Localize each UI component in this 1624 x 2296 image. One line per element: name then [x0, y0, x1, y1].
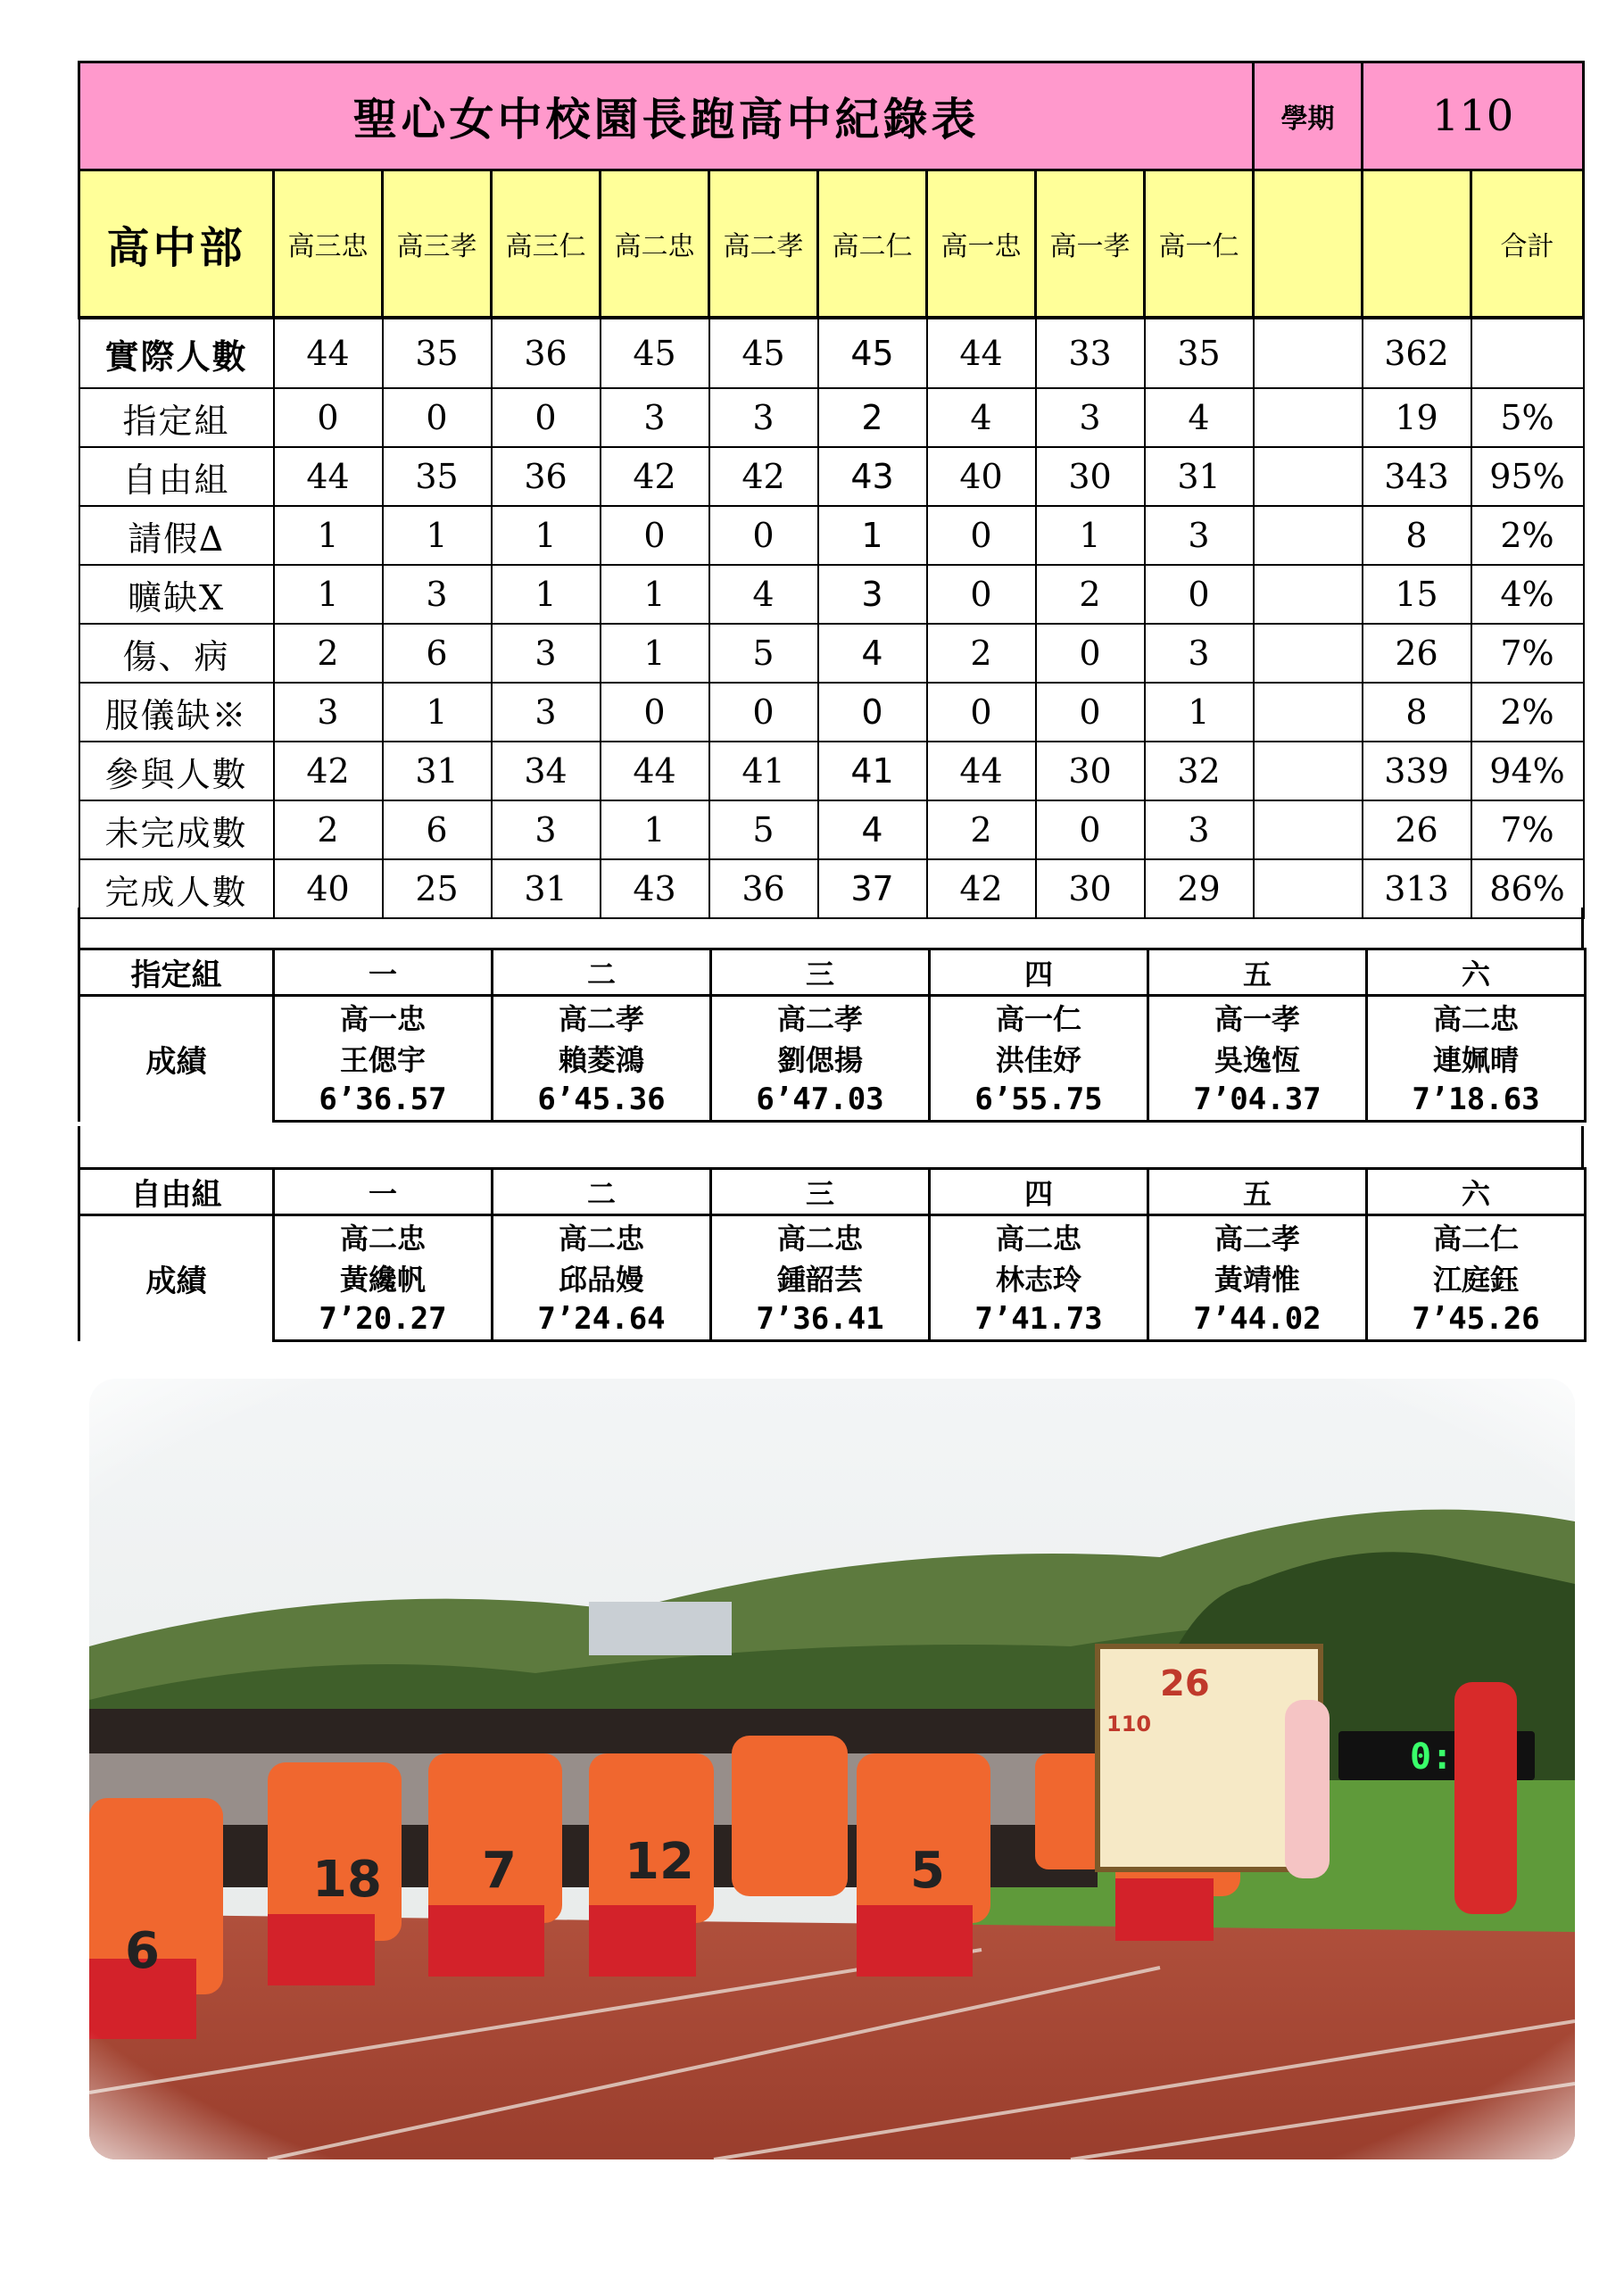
class-header-label: 高一仁: [1158, 231, 1239, 262]
stats-value-cell: 42: [274, 742, 383, 800]
stats-value-cell: 36: [492, 318, 601, 388]
page-title-cell: [79, 62, 1254, 170]
empty-cell: [1254, 800, 1363, 859]
class-header-label: 高二孝: [723, 231, 804, 262]
stats-value-cell: 4: [818, 624, 927, 683]
stats-percent-cell: 7%: [1471, 624, 1584, 683]
stats-row-label: 服儀缺※: [79, 683, 274, 742]
free-group-results-table: [78, 1167, 1587, 1342]
stats-value-cell: 1: [601, 624, 709, 683]
rank-header: 三: [711, 949, 930, 996]
stats-value-cell: 0: [1036, 624, 1145, 683]
result-time: 6’55.75: [930, 1079, 1148, 1122]
stats-value-cell: 30: [1036, 742, 1145, 800]
stats-value-cell: 37: [818, 859, 927, 918]
result-class: 高一忠: [274, 996, 493, 1039]
stats-value-cell: 42: [927, 859, 1036, 918]
stats-value-cell: 3: [1145, 800, 1254, 859]
stats-value-cell: 0: [492, 388, 601, 447]
stats-row-label: 實際人數: [79, 318, 274, 388]
result-name: 王偲宇: [274, 1038, 493, 1079]
stats-percent-cell: 94%: [1471, 742, 1584, 800]
empty-cell: [1254, 624, 1363, 683]
stats-value-cell: 40: [927, 447, 1036, 506]
stats-value-cell: 3: [274, 683, 383, 742]
class-header-cell: [383, 170, 492, 319]
stats-row-label: 完成人數: [79, 859, 274, 918]
result-name: 劉偲揚: [711, 1038, 930, 1079]
result-time: 7’41.73: [930, 1298, 1148, 1341]
stats-value-cell: 6: [383, 800, 492, 859]
result-time: 7’04.37: [1148, 1079, 1367, 1122]
result-name: 賴菱鴻: [493, 1038, 711, 1079]
class-header-label: 高三忠: [287, 231, 369, 262]
stats-value-cell: 31: [383, 742, 492, 800]
result-class: 高二孝: [711, 996, 930, 1039]
stats-value-cell: 1: [601, 800, 709, 859]
stats-value-cell: 4: [818, 800, 927, 859]
stats-value-cell: 40: [274, 859, 383, 918]
stats-row: [79, 388, 1584, 447]
dept-label-cell: [79, 170, 274, 319]
stats-value-cell: 2: [1036, 565, 1145, 624]
stats-value-cell: 0: [601, 683, 709, 742]
rank-header: 一: [274, 949, 493, 996]
stats-value-cell: 5: [709, 624, 818, 683]
stats-value-cell: 0: [383, 388, 492, 447]
empty-cell: [1254, 447, 1363, 506]
stats-value-cell: 2: [274, 624, 383, 683]
result-time: 7’20.27: [274, 1298, 493, 1341]
empty-cell: [1254, 683, 1363, 742]
class-header-cell: [1036, 170, 1145, 319]
empty-cell: [1363, 170, 1471, 319]
stats-value-cell: 3: [1145, 506, 1254, 565]
stats-value-cell: 0: [818, 683, 927, 742]
stats-value-cell: 3: [492, 800, 601, 859]
result-name: 連姵晴: [1367, 1038, 1586, 1079]
rank-header: 四: [930, 1169, 1148, 1215]
stats-value-cell: 0: [927, 565, 1036, 624]
stats-row-label: 自由組: [79, 447, 274, 506]
stats-row-label: 參與人數: [79, 742, 274, 800]
stats-value-cell: 41: [709, 742, 818, 800]
stats-value-cell: 1: [274, 565, 383, 624]
stats-value-cell: 3: [383, 565, 492, 624]
stats-value-cell: 0: [274, 388, 383, 447]
rank-header: 六: [1367, 1169, 1586, 1215]
stats-row: [79, 624, 1584, 683]
stats-row: [79, 565, 1584, 624]
stats-value-cell: 36: [492, 447, 601, 506]
class-header-cell: [601, 170, 709, 319]
stats-value-cell: 3: [1036, 388, 1145, 447]
page-title: 聖心女中校園長跑高中紀錄表: [352, 93, 980, 145]
designated-group-results-table: [78, 948, 1587, 1123]
attendance-stats-table: [78, 61, 1585, 919]
term-label: 學期: [1280, 104, 1335, 135]
stats-value-cell: 42: [601, 447, 709, 506]
total-header-label: 合計: [1500, 231, 1554, 262]
stats-value-cell: 31: [492, 859, 601, 918]
stats-value-cell: 0: [709, 506, 818, 565]
result-time: 6’45.36: [493, 1079, 711, 1122]
stats-row-label: 指定組: [79, 388, 274, 447]
class-header-label: 高三仁: [505, 231, 586, 262]
stats-value-cell: 0: [927, 506, 1036, 565]
class-header-cell: [274, 170, 383, 319]
class-header-label: 高二忠: [614, 231, 695, 262]
stats-value-cell: 3: [1145, 624, 1254, 683]
stats-value-cell: 1: [601, 565, 709, 624]
stats-percent-cell: 95%: [1471, 447, 1584, 506]
class-header-cell: [818, 170, 927, 319]
class-header-label: 高一忠: [940, 231, 1022, 262]
result-time: 7’18.63: [1367, 1079, 1586, 1122]
empty-cell: [1254, 506, 1363, 565]
dept-label: 高中部: [106, 222, 246, 273]
term-value-cell: [1363, 62, 1584, 170]
result-name: 黃纔帆: [274, 1257, 493, 1298]
stats-percent-cell: 2%: [1471, 683, 1584, 742]
result-time: 7’44.02: [1148, 1298, 1367, 1341]
group-label: 指定組: [79, 949, 274, 996]
stats-value-cell: 42: [709, 447, 818, 506]
stats-percent-cell: 5%: [1471, 388, 1584, 447]
stats-value-cell: 43: [601, 859, 709, 918]
total-header-cell: [1471, 170, 1584, 319]
result-class: 高二忠: [1367, 996, 1586, 1039]
stats-value-cell: 2: [274, 800, 383, 859]
stats-value-cell: 0: [709, 683, 818, 742]
result-time: 6’47.03: [711, 1079, 930, 1122]
result-class: 高二孝: [493, 996, 711, 1039]
stats-value-cell: 35: [383, 318, 492, 388]
stats-value-cell: 0: [601, 506, 709, 565]
stats-value-cell: 0: [1036, 683, 1145, 742]
result-name: 吳逸恆: [1148, 1038, 1367, 1079]
rank-header: 五: [1148, 949, 1367, 996]
stats-total-cell: 8: [1363, 683, 1471, 742]
stats-value-cell: 35: [383, 447, 492, 506]
rank-header: 四: [930, 949, 1148, 996]
class-header-cell: [492, 170, 601, 319]
class-header-cell: [709, 170, 818, 319]
stats-value-cell: 1: [1036, 506, 1145, 565]
result-class: 高一仁: [930, 996, 1148, 1039]
stats-value-cell: 1: [492, 506, 601, 565]
stats-row: [79, 318, 1584, 388]
section-gap: [78, 1126, 1584, 1169]
stats-value-cell: 43: [818, 447, 927, 506]
stats-value-cell: 44: [601, 742, 709, 800]
stats-value-cell: 44: [927, 318, 1036, 388]
stats-row: [79, 506, 1584, 565]
stats-value-cell: 1: [274, 506, 383, 565]
stats-value-cell: 31: [1145, 447, 1254, 506]
empty-cell: [1254, 742, 1363, 800]
result-name: 鍾韶芸: [711, 1257, 930, 1298]
result-class: 高二孝: [1148, 1215, 1367, 1258]
rank-header: 五: [1148, 1169, 1367, 1215]
score-label: 成績: [79, 996, 274, 1122]
result-class: 高二忠: [274, 1215, 493, 1258]
stats-value-cell: 1: [383, 506, 492, 565]
stats-percent-cell: 86%: [1471, 859, 1584, 918]
stats-value-cell: 1: [383, 683, 492, 742]
stats-total-cell: 313: [1363, 859, 1471, 918]
stats-value-cell: 3: [818, 565, 927, 624]
stats-total-cell: 26: [1363, 624, 1471, 683]
result-class: 高一孝: [1148, 996, 1367, 1039]
term-label-cell: [1254, 62, 1363, 170]
race-start-photo: [89, 1379, 1575, 2159]
class-header-label: 高二仁: [832, 231, 913, 262]
stats-row: [79, 447, 1584, 506]
stats-row: [79, 800, 1584, 859]
stats-total-cell: 19: [1363, 388, 1471, 447]
result-time: 6’36.57: [274, 1079, 493, 1122]
result-class: 高二仁: [1367, 1215, 1586, 1258]
result-name: 洪佳妤: [930, 1038, 1148, 1079]
stats-total-cell: 8: [1363, 506, 1471, 565]
stats-value-cell: 6: [383, 624, 492, 683]
stats-total-cell: 339: [1363, 742, 1471, 800]
stats-value-cell: 3: [601, 388, 709, 447]
stats-value-cell: 45: [709, 318, 818, 388]
score-label: 成績: [79, 1215, 274, 1341]
stats-percent-cell: [1471, 318, 1584, 388]
stats-total-cell: 362: [1363, 318, 1471, 388]
stats-value-cell: 4: [709, 565, 818, 624]
stats-value-cell: 45: [818, 318, 927, 388]
rank-header: 三: [711, 1169, 930, 1215]
rank-header: 二: [493, 949, 711, 996]
empty-cell: [1254, 388, 1363, 447]
stats-value-cell: 44: [927, 742, 1036, 800]
stats-value-cell: 3: [492, 683, 601, 742]
stats-value-cell: 44: [274, 447, 383, 506]
stats-value-cell: 3: [709, 388, 818, 447]
stats-row: [79, 683, 1584, 742]
stats-value-cell: 2: [927, 800, 1036, 859]
stats-value-cell: 2: [927, 624, 1036, 683]
stats-value-cell: 0: [1145, 565, 1254, 624]
stats-total-cell: 26: [1363, 800, 1471, 859]
empty-cell: [1254, 565, 1363, 624]
result-name: 江庭鈺: [1367, 1257, 1586, 1298]
rank-header: 六: [1367, 949, 1586, 996]
result-class: 高二忠: [493, 1215, 711, 1258]
stats-value-cell: 1: [492, 565, 601, 624]
stats-value-cell: 34: [492, 742, 601, 800]
section-gap: [78, 908, 1584, 950]
stats-value-cell: 2: [818, 388, 927, 447]
result-name: 邱品嫚: [493, 1257, 711, 1298]
stats-row-label: 曠缺X: [79, 565, 274, 624]
result-class: 高二忠: [930, 1215, 1148, 1258]
stats-percent-cell: 4%: [1471, 565, 1584, 624]
stats-value-cell: 1: [818, 506, 927, 565]
stats-percent-cell: 2%: [1471, 506, 1584, 565]
class-header-cell: [1145, 170, 1254, 319]
stats-value-cell: 32: [1145, 742, 1254, 800]
result-name: 林志玲: [930, 1257, 1148, 1298]
stats-value-cell: 36: [709, 859, 818, 918]
stats-value-cell: 0: [1036, 800, 1145, 859]
empty-cell: [1254, 318, 1363, 388]
stats-row-label: 傷、病: [79, 624, 274, 683]
result-class: 高二忠: [711, 1215, 930, 1258]
term-value: 110: [1431, 91, 1514, 141]
class-header-label: 高三孝: [396, 231, 477, 262]
class-header-label: 高一孝: [1049, 231, 1131, 262]
stats-total-cell: 15: [1363, 565, 1471, 624]
empty-cell: [1254, 170, 1363, 319]
result-time: 7’45.26: [1367, 1298, 1586, 1341]
stats-value-cell: 25: [383, 859, 492, 918]
stats-value-cell: 29: [1145, 859, 1254, 918]
stats-value-cell: 5: [709, 800, 818, 859]
result-time: 7’24.64: [493, 1298, 711, 1341]
rank-header: 二: [493, 1169, 711, 1215]
stats-value-cell: 30: [1036, 859, 1145, 918]
result-time: 7’36.41: [711, 1298, 930, 1341]
result-name: 黃靖惟: [1148, 1257, 1367, 1298]
stats-value-cell: 1: [1145, 683, 1254, 742]
stats-value-cell: 35: [1145, 318, 1254, 388]
stats-value-cell: 3: [492, 624, 601, 683]
stats-value-cell: 45: [601, 318, 709, 388]
class-header-cell: [927, 170, 1036, 319]
stats-value-cell: 44: [274, 318, 383, 388]
stats-value-cell: 0: [927, 683, 1036, 742]
stats-value-cell: 33: [1036, 318, 1145, 388]
stats-row-label: 未完成數: [79, 800, 274, 859]
rank-header: 一: [274, 1169, 493, 1215]
stats-row: [79, 742, 1584, 800]
stats-total-cell: 343: [1363, 447, 1471, 506]
stats-percent-cell: 7%: [1471, 800, 1584, 859]
stats-value-cell: 4: [927, 388, 1036, 447]
stats-value-cell: 30: [1036, 447, 1145, 506]
stats-row-label: 請假∆: [79, 506, 274, 565]
group-label: 自由組: [79, 1169, 274, 1215]
stats-value-cell: 4: [1145, 388, 1254, 447]
stats-value-cell: 41: [818, 742, 927, 800]
